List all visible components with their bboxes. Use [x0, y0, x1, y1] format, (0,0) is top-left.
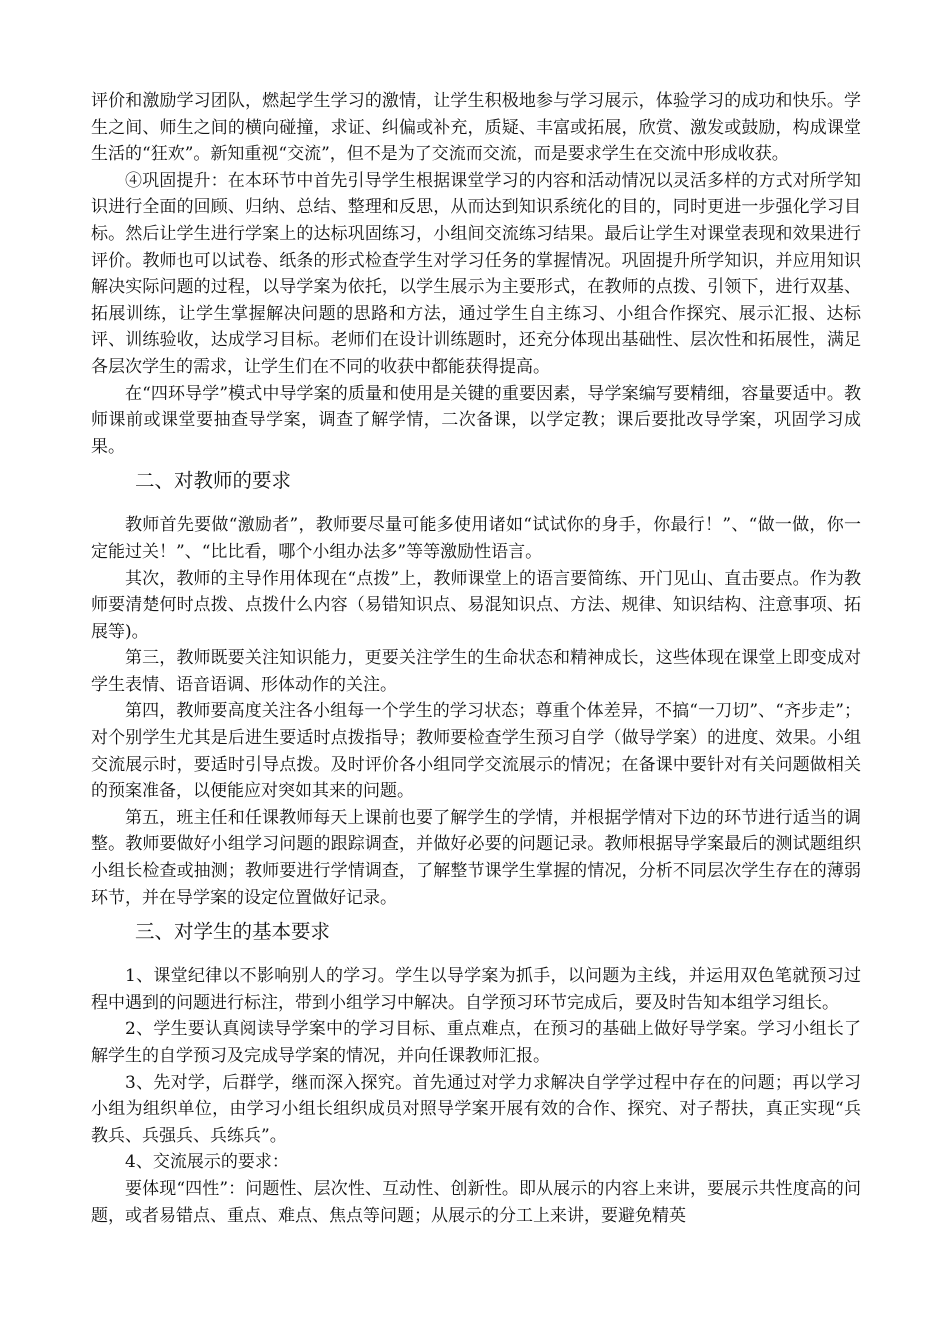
- paragraph: 第四，教师要高度关注各小组每一个学生的学习状态；尊重个体差异，不搞“一刀切”、“齐步走”；对个别学生尤其是后进生要适时点拨指导；教师要检查学生预习自学（做导学案）的进度、效果。小组交流展示时，要适时引导点拨。及时评价各小组同学交流展示的情况；在备课中要针对有关问题做相关的预案准备，以便能应对突如其来的问题。: [91, 701, 861, 802]
- paragraph: 4、交流展示的要求：: [125, 1152, 289, 1173]
- paragraph: 2、学生要认真阅读导学案中的学习目标、重点难点，在预习的基础上做好导学案。学习小组长了解学生的自学预习及完成导学案的情况，并向任课教师汇报。: [91, 1019, 861, 1066]
- section-heading-student-requirements: 三、对学生的基本要求: [135, 920, 331, 944]
- document-body: [91, 88, 861, 1229]
- paragraph: 要体现“四性”：问题性、层次性、互动性、创新性。即从展示的内容上来讲，要展示共性度高的问题，或者易错点、重点、难点、焦点等问题；从展示的分工上来讲，要避免精英: [91, 1178, 861, 1226]
- paragraph: 1、课堂纪律以不影响别人的学习。学生以导学案为抓手，以问题为主线，并运用双色笔就预习过程中遇到的问题进行标注，带到小组学习中解决。自学预习环节完成后，要及时告知本组学习组长。: [91, 966, 861, 1013]
- section-heading-teacher-requirements: 二、对教师的要求: [135, 469, 292, 493]
- paragraph: 在“四环导学”模式中导学案的质量和使用是关键的重要因素，导学案编写要精细，容量要适中。教师课前或课堂要抽查导学案，调查了解学情，二次备课，以学定教；课后要批改导学案，巩固学习成果。: [91, 383, 861, 457]
- paragraph: 第五，班主任和任课教师每天上课前也要了解学生的学情，并根据学情对下边的环节进行适当的调整。教师要做好小组学习问题的跟踪调查，并做好必要的问题记录。教师根据导学案最后的测试题组织小组长检查或抽测；教师要进行学情调查，了解整节课学生掌握的情况，分析不同层次学生存在的薄弱环节，并在导学案的设定位置做好记录。: [91, 807, 861, 908]
- paragraph: 第三，教师既要关注知识能力，更要关注学生的生命状态和精神成长，这些体现在课堂上即变成对学生表情、语音语调、形体动作的关注。: [91, 648, 861, 695]
- paragraph: 3、先对学，后群学，继而深入探究。首先通过对学力求解决自学学过程中存在的问题；再以学习小组为组织单位，由学习小组长组织成员对照导学案开展有效的合作、探究、对子帮扶，真正实现“兵教兵、兵强兵、兵练兵”。: [91, 1072, 861, 1146]
- paragraph: 教师首先要做“激励者”，教师要尽量可能多使用诸如“试试你的身手，你最行！”、“做一做，你一定能过关！”、“比比看，哪个小组办法多”等等激励性语言。: [91, 515, 861, 562]
- paragraph: 其次，教师的主导作用体现在“点拨”上，教师课堂上的语言要简练、开门见山、直击要点。作为教师要清楚何时点拨、点拨什么内容（易错知识点、易混知识点、方法、规律、知识结构、注意事项、拓展等)。: [91, 568, 861, 642]
- paragraph: 评价和激励学习团队，燃起学生学习的激情，让学生积极地参与学习展示，体验学习的成功和快乐。学生之间、师生之间的横向碰撞，求证、纠偏或补充，质疑、丰富或拓展，欣赏、激发或鼓励，构成课堂生活的“狂欢”。新知重视“交流”，但不是为了交流而交流，而是要求学生在交流中形成收获。: [91, 91, 861, 165]
- paragraph: ④巩固提升：在本环节中首先引导学生根据课堂学习的内容和活动情况以灵活多样的方式对所学知识进行全面的回顾、归纳、总结、整理和反思，从而达到知识系统化的目的，同时更进一步强化学习目标。然后让学生进行学案上的达标巩固练习，小组间交流练习结果。最后让学生对课堂表现和效果进行评价。教师也可以试卷、纸条的形式检查学生对学习任务的掌握情况。巩固提升所学知识，并应用知识解决实际问题的过程，以导学案为依托，以学生展示为主要形式，在教师的点拨、引领下，进行双基、拓展训练，让学生掌握解决问题的思路和方法，通过学生自主练习、小组合作探究、展示汇报、达标评、训练验收，达成学习目标。老师们在设计训练题时，还充分体现出基础性、层次性和拓展性，满足各层次学生的需求，让学生们在不同的收获中都能获得提高。: [91, 170, 861, 377]
